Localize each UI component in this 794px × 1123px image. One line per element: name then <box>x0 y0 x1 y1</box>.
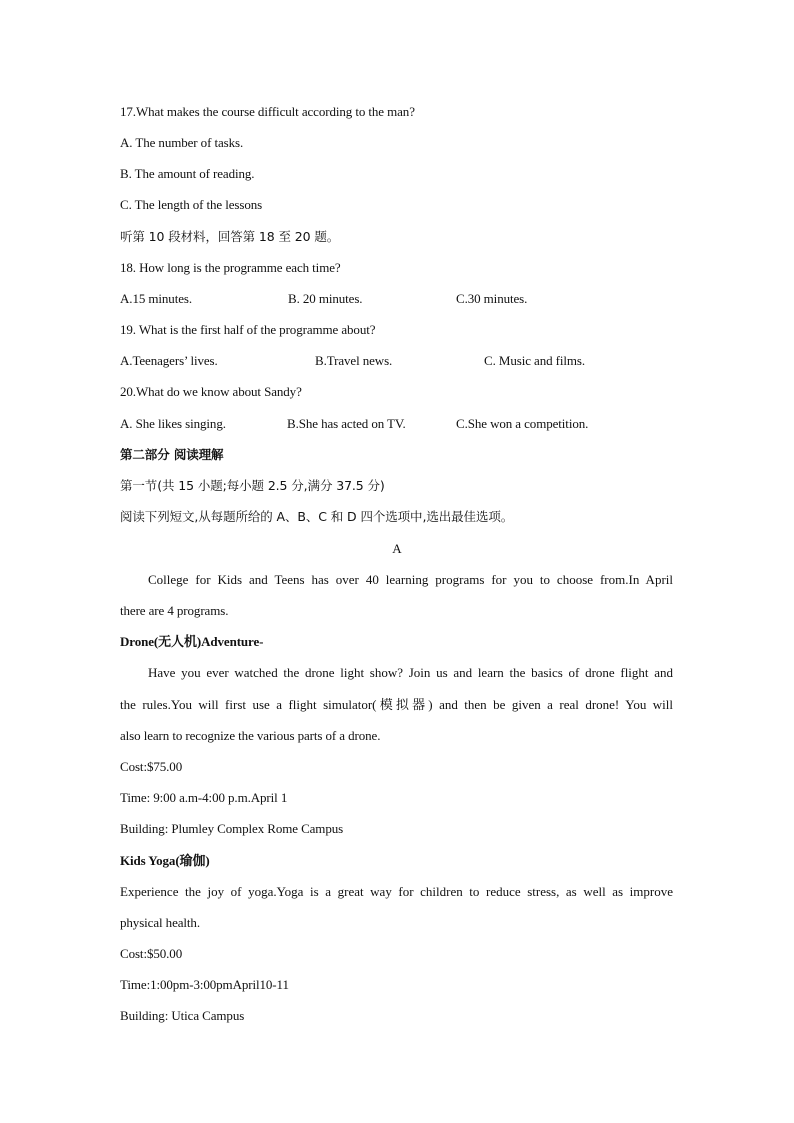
intro-line-2: there are 4 programs. <box>120 603 229 618</box>
yoga-line-1: Experience the joy of yoga.Yoga is a great way for children to reduce stress, as well as improve <box>120 884 673 899</box>
yoga-cost: Cost:$50.00 <box>120 946 183 961</box>
q17-question: 17.What makes the course difficult according to the man? <box>120 104 415 119</box>
yoga-line-2: physical health. <box>120 915 200 930</box>
q18-question: 18. How long is the programme each time? <box>120 260 341 275</box>
q17-option-a: A. The number of tasks. <box>120 135 244 150</box>
q20-option-b: B.She has acted on TV. <box>287 416 406 431</box>
drone-line-3: also learn to recognize the various parts of a drone. <box>120 728 381 743</box>
drone-line-2: the rules.You will first use a flight simulator(模拟器) and then be given a real drone! You will <box>120 697 673 712</box>
drone-time: Time: 9:00 a.m-4:00 p.m.April 1 <box>120 790 288 805</box>
q17-option-c: C. The length of the lessons <box>120 197 263 212</box>
q19-option-c: C. Music and films. <box>484 353 586 368</box>
reading-instructions: 阅读下列短文,从每题所给的 A、B、C 和 D 四个选项中,选出最佳选项。 <box>120 509 514 524</box>
q18-option-a: A.15 minutes. <box>120 291 193 306</box>
q20-question: 20.What do we know about Sandy? <box>120 384 302 399</box>
drone-line-1: Have you ever watched the drone light show? Join us and learn the basics of drone flight and <box>148 665 673 680</box>
passage-label: A <box>392 541 402 556</box>
yoga-time: Time:1:00pm-3:00pmApril10-11 <box>120 977 289 992</box>
q20-option-c: C.She won a competition. <box>456 416 589 431</box>
q17-option-b: B. The amount of reading. <box>120 166 255 181</box>
q18-option-b: B. 20 minutes. <box>288 291 363 306</box>
section-one-title: 第一节(共 15 小题;每小题 2.5 分,满分 37.5 分) <box>120 478 385 493</box>
q20-option-a: A. She likes singing. <box>120 416 226 431</box>
intro-line-1: College for Kids and Teens has over 40 learning programs for you to choose from.In April <box>148 572 673 587</box>
part-two-title: 第二部分 阅读理解 <box>120 447 224 462</box>
yoga-heading: Kids Yoga(瑜伽) <box>120 853 210 868</box>
drone-cost: Cost:$75.00 <box>120 759 183 774</box>
q19-question: 19. What is the first half of the programme about? <box>120 322 376 337</box>
yoga-building: Building: Utica Campus <box>120 1008 245 1023</box>
drone-heading: Drone(无人机)Adventure- <box>120 634 264 649</box>
q18-option-c: C.30 minutes. <box>456 291 528 306</box>
q19-option-a: A.Teenagers’ lives. <box>120 353 218 368</box>
q19-option-b: B.Travel news. <box>315 353 393 368</box>
drone-building: Building: Plumley Complex Rome Campus <box>120 821 344 836</box>
section10-instruction: 听第 10 段材料，回答第 18 至 20 题。 <box>120 229 340 244</box>
